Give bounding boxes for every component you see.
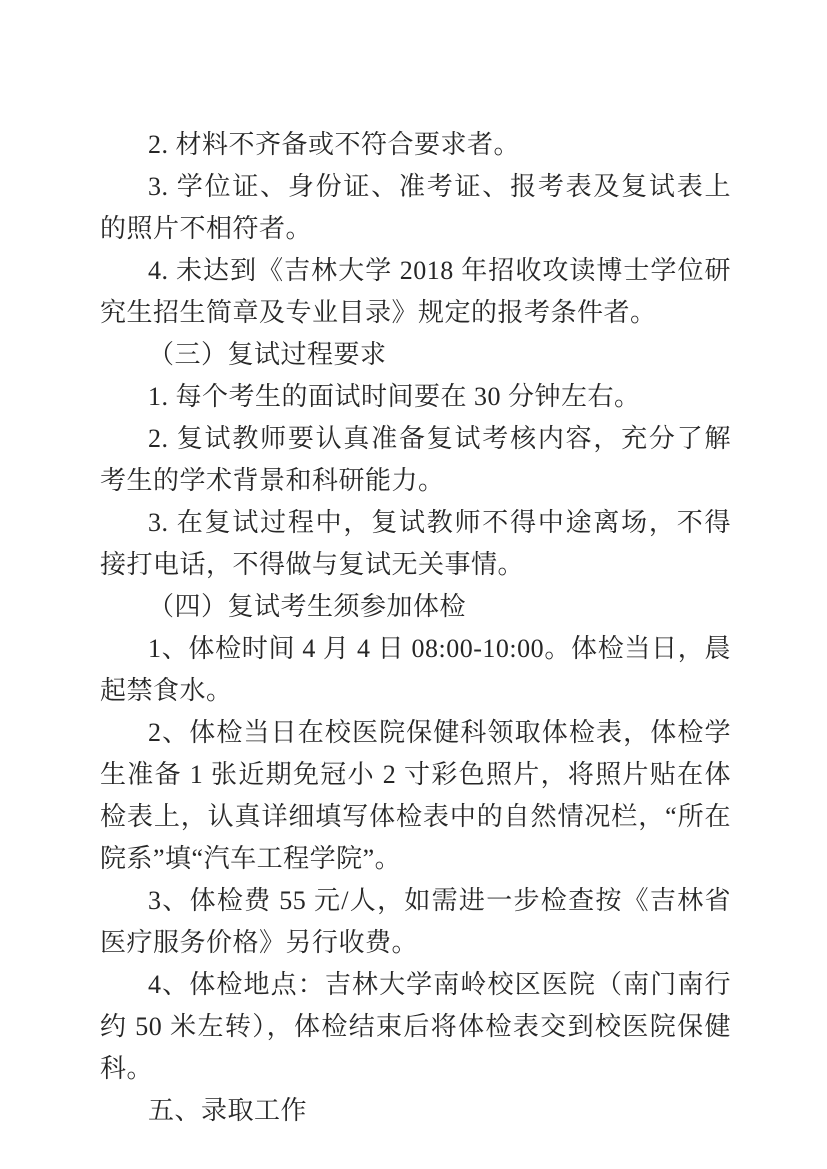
section-heading-5-admission: 五、录取工作 (148, 1096, 308, 1125)
paragraph-item-2-materials: 2. 材料不齐备或不符合要求者。 (148, 130, 521, 159)
paragraph-item-4-requirements: 4. 未达到《吉林大学 2018 年招收攻读博士学位研究生招生简章及专业目录》规定的报考条件者。 (100, 256, 731, 327)
paragraph-exam-location: 4、体检地点：吉林大学南岭校区医院（南门南行约 50 米左转），体检结束后将体检表交到校医院保健科。 (100, 970, 731, 1083)
paragraph-teacher-preparation: 2. 复试教师要认真准备复试考核内容，充分了解考生的学术背景和科研能力。 (100, 424, 731, 495)
paragraph-exam-time: 1、体检时间 4 月 4 日 08:00-10:00。体检当日，晨起禁食水。 (100, 634, 731, 705)
paragraph-exam-form: 2、体检当日在校医院保健科领取体检表，体检学生准备 1 张近期免冠小 2 寸彩色照片，将照片贴在体检表上，认真详细填写体检表中的自然情况栏，“所在院系”填“汽车工程学院”。 (100, 718, 731, 873)
paragraph-interview-time: 1. 每个考生的面试时间要在 30 分钟左右。 (148, 382, 641, 411)
paragraph-item-3-photos: 3. 学位证、身份证、准考证、报考表及复试表上的照片不相符者。 (100, 172, 731, 243)
paragraph-teacher-conduct: 3. 在复试过程中，复试教师不得中途离场，不得接打电话，不得做与复试无关事情。 (100, 508, 731, 579)
section-heading-4-physical-exam: （四）复试考生须参加体检 (148, 592, 467, 621)
paragraph-exam-fee: 3、体检费 55 元/人，如需进一步检查按《吉林省医疗服务价格》另行收费。 (100, 886, 731, 957)
section-heading-3-process: （三）复试过程要求 (148, 340, 387, 369)
